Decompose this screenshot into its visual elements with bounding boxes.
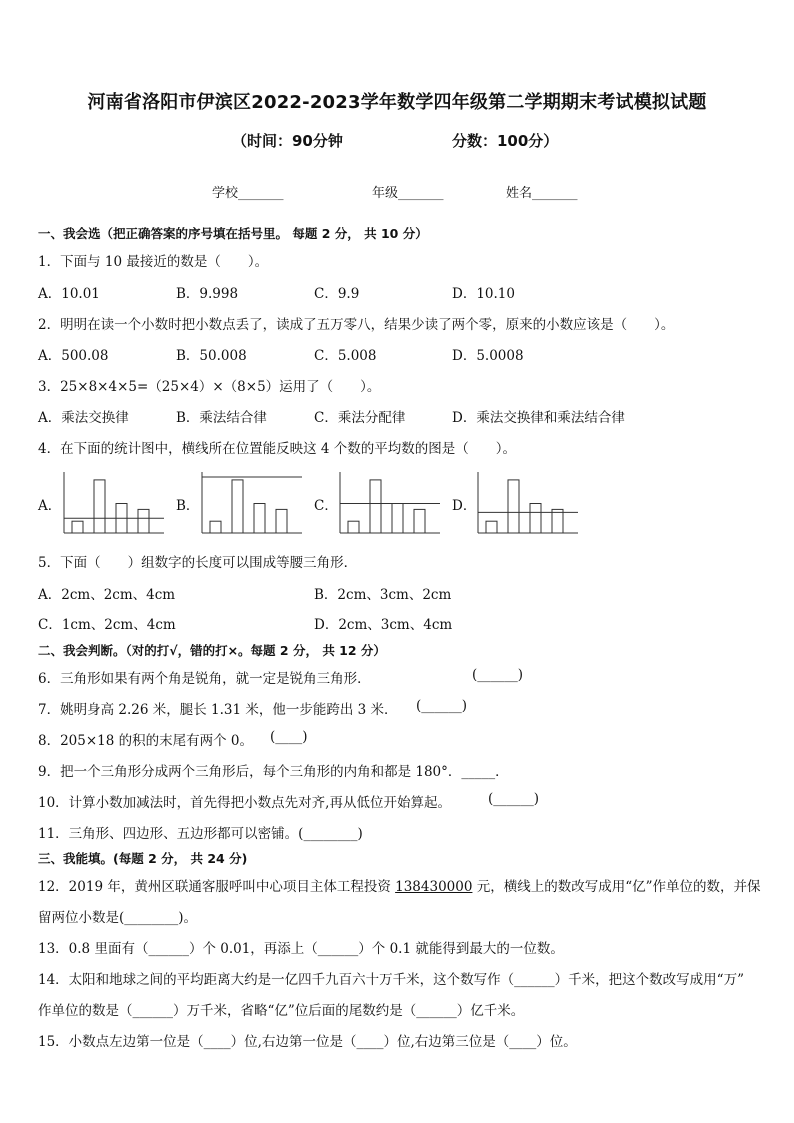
section2-heading: 二、我会判断。（对的打√，错的打×。每题 2 分， 共 12 分） [38, 643, 386, 658]
q3-option-b: B．乘法结合律 [176, 410, 267, 426]
q3-option-c: C．乘法分配律 [314, 410, 406, 426]
q1-option-c: C．9.9 [314, 286, 360, 302]
chart-bar [486, 521, 497, 533]
q5-option-b: B．2cm、3cm、2cm [314, 587, 452, 603]
q5-stem: 5．下面（ ）组数字的长度可以围成等腰三角形． [38, 555, 358, 571]
chart-bar [276, 509, 287, 533]
q3-stem: 3．25×8×4×5=（25×4）×（8×5）运用了（ ）。 [38, 379, 381, 395]
q4-stem: 4．在下面的统计图中，横线所在位置能反映这 4 个数的平均数的图是（ ）。 [38, 441, 517, 457]
q11-text: 11．三角形、四边形、五边形都可以密铺。(________) [38, 826, 363, 842]
q8-text: 8．205×18 的积的末尾有两个 0。 [38, 733, 254, 749]
q1-stem: 1．下面与 10 最接近的数是（ ）。 [38, 254, 269, 270]
q4-option-a-label: A． [38, 498, 62, 514]
chart-bar [138, 509, 149, 533]
chart-bar [232, 480, 243, 533]
q7-blank[interactable]: (______) [416, 698, 468, 714]
chart-bar [210, 521, 221, 533]
q2-option-d: D．5.0008 [452, 348, 524, 364]
section1-heading: 一、我会选（把正确答案的序号填在括号里。 每题 2 分， 共 10 分） [38, 226, 428, 241]
chart-b [200, 470, 304, 536]
q6-text: 6．三角形如果有两个角是锐角，就一定是锐角三角形． [38, 671, 371, 687]
q3-option-a: A．乘法交换律 [38, 410, 129, 426]
q10-text: 10．计算小数加减法时，首先得把小数点先对齐,再从低位开始算起。 [38, 795, 451, 811]
q14-line1: 14．太阳和地球之间的平均距离大约是一亿四千九百六十万千米，这个数写作（______）千米，把这个数改写成用“万” [38, 972, 744, 988]
q1-option-b: B．9.998 [176, 286, 239, 302]
q5-option-a: A．2cm、2cm、4cm [38, 587, 176, 603]
chart-bar [254, 504, 265, 534]
chart-bar [508, 480, 519, 533]
q10-blank[interactable]: (______) [488, 791, 540, 807]
section3-heading: 三、我能填。(每题 2 分， 共 24 分) [38, 851, 248, 866]
q2-option-a: A．500.08 [38, 348, 109, 364]
q9-text: 9．把一个三角形分成两个三角形后，每个三角形的内角和都是 180°．_____． [38, 764, 509, 780]
grade-field: 年级_______ [372, 186, 444, 201]
q15-text: 15．小数点左边第一位是（____）位,右边第一位是（____）位,右边第三位是（____）位。 [38, 1034, 577, 1050]
q2-option-b: B．50.008 [176, 348, 247, 364]
q12-post: 元，横线上的数改写成用“亿”作单位的数，并保 [472, 879, 761, 895]
name-field: 姓名_______ [506, 186, 578, 201]
q4-option-d-label: D． [452, 498, 477, 514]
q5-option-d: D．2cm、3cm、4cm [314, 617, 453, 633]
exam-time: （时间：90分钟 [232, 132, 343, 150]
q4-option-b-label: B． [176, 498, 200, 514]
q1-option-d: D．10.10 [452, 286, 515, 302]
exam-title: 河南省洛阳市伊滨区2022-2023学年数学四年级第二学期期末考试模拟试题 [87, 92, 707, 113]
q12-line2: 留两位小数是(________)。 [38, 910, 198, 926]
chart-bar [348, 521, 359, 533]
chart-bar [370, 480, 381, 533]
q12-number: 138430000 [395, 879, 473, 895]
q4-option-c-label: C． [314, 498, 338, 514]
q2-stem: 2．明明在读一个小数时把小数点丢了，读成了五万零八，结果少读了两个零，原来的小数应该是（ ）。 [38, 317, 675, 333]
q1-option-a: A．10.01 [38, 286, 100, 302]
q6-blank[interactable]: (______) [472, 667, 524, 683]
school-field: 学校_______ [212, 186, 284, 201]
exam-score: 分数：100分） [452, 132, 559, 150]
q7-text: 7．姚明身高 2.26 米，腿长 1.31 米，他一步能跨出 3 米． [38, 702, 398, 718]
chart-bar [552, 509, 563, 533]
chart-bar [392, 504, 403, 534]
q12-line1 [38, 875, 761, 895]
chart-c [338, 470, 442, 536]
q14-line2: 作单位的数是（______）万千米，省略“亿”位后面的尾数约是（______）亿千米。 [38, 1003, 525, 1019]
chart-a [62, 470, 166, 536]
q3-option-d: D．乘法交换律和乘法结合律 [452, 410, 625, 426]
chart-bar [72, 521, 83, 533]
q12-pre: 12．2019 年，黄州区联通客服呼叫中心项目主体工程投资 [38, 879, 396, 895]
q13-text: 13．0.8 里面有（______）个 0.01，再添上（______）个 0.1 就能得到最大的一位数。 [38, 941, 564, 957]
chart-bar [530, 504, 541, 534]
q5-option-c: C．1cm、2cm、4cm [38, 617, 176, 633]
chart-bar [414, 509, 425, 533]
chart-d [476, 470, 580, 536]
q8-blank[interactable]: (____) [270, 729, 308, 745]
q2-option-c: C．5.008 [314, 348, 377, 364]
chart-bar [94, 480, 105, 533]
